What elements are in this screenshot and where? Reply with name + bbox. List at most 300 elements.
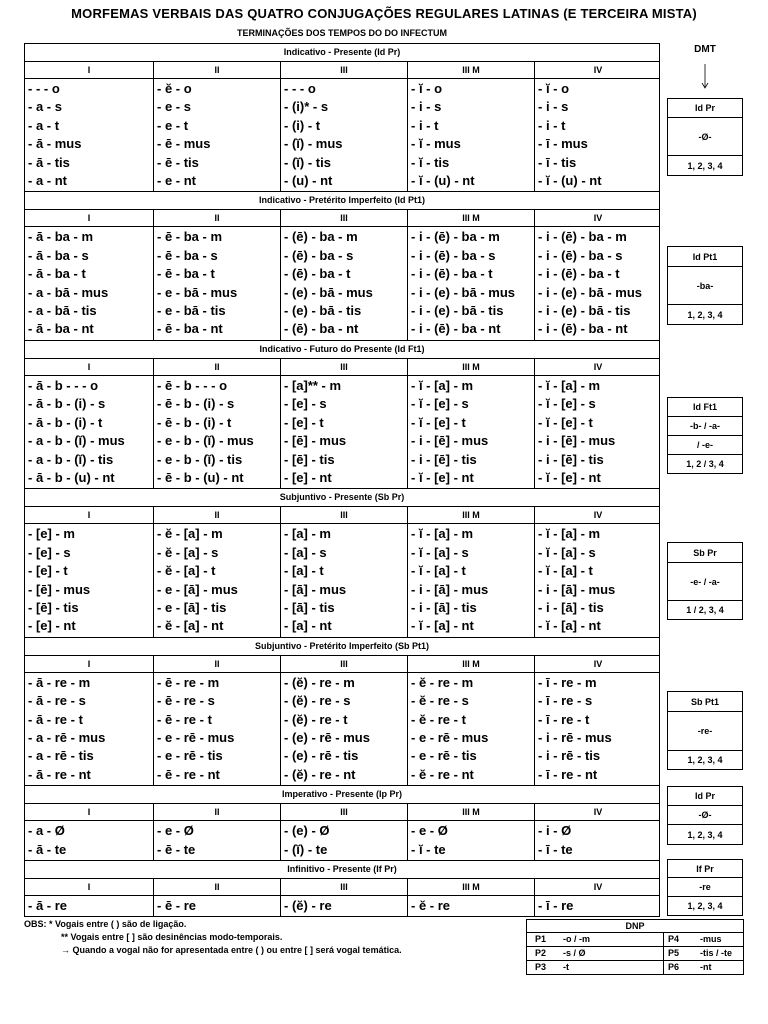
- ending-cell: - i - [ā] - tis: [411, 599, 477, 615]
- column-header-row: [25, 656, 659, 673]
- ending-cell: - i - [ē] - mus: [538, 433, 616, 449]
- column-header: IV: [534, 210, 661, 226]
- dnp-ending: -o / -m: [563, 934, 590, 944]
- column-header: IV: [534, 359, 661, 375]
- dnp-person: P1: [535, 934, 547, 944]
- section-title: Subjuntivo - Pretérito Imperfeito (Sb Pt1): [25, 638, 659, 656]
- ending-cell: - ĕ - [a] - m: [157, 526, 223, 542]
- ending-cell: - ē - b - (u) - nt: [157, 469, 244, 485]
- tense-section: [24, 43, 660, 192]
- column-header: II: [153, 804, 280, 820]
- note-line: OBS: * Vogais entre ( ) são de ligação.: [24, 919, 187, 929]
- dmt-box-row: 1, 2 / 3, 4: [668, 454, 742, 473]
- note-line: → Quando a vogal não for apresentada entre ( ) ou entre [ ] será vogal temática.: [61, 945, 402, 955]
- dnp-ending: -tis / -te: [700, 948, 733, 958]
- ending-cell: - ī - re - t: [538, 711, 590, 727]
- ending-cell: - ĭ - (u) - nt: [411, 173, 475, 189]
- conjugation-column: [25, 821, 153, 860]
- tense-section: [24, 192, 660, 340]
- section-title: Indicativo - Pretérito Imperfeito (Id Pt1): [25, 192, 659, 210]
- conjugation-column: [407, 227, 534, 339]
- ending-cell: - i - t: [538, 117, 566, 133]
- column-header-row: [25, 507, 659, 524]
- ending-cell: - a - bā - mus: [28, 284, 109, 300]
- dmt-box-row: -e- / -a-: [668, 562, 742, 600]
- ending-cell: - [ā] - mus: [284, 581, 347, 597]
- ending-cell: - ā - re - nt: [28, 766, 91, 782]
- conjugation-column: [25, 673, 153, 785]
- dnp-row: [527, 947, 743, 961]
- column-header-row: [25, 62, 659, 79]
- ending-cell: - (ĕ) - re - s: [284, 693, 351, 709]
- ending-cell: - (ĭ) - te: [284, 841, 328, 857]
- ending-cell: - ĕ - o: [157, 81, 192, 96]
- section-body: [25, 896, 659, 916]
- ending-cell: - ā - b - (i) - s: [28, 396, 106, 412]
- ending-cell: - ĭ - [a] - t: [411, 563, 466, 579]
- ending-cell: - ĭ - [a] - nt: [411, 618, 474, 634]
- ending-cell: - [a]** - m: [284, 377, 342, 393]
- conjugation-column: [407, 524, 534, 636]
- page-title: MORFEMAS VERBAIS DAS QUATRO CONJUGAÇÕES REGULARES LATINAS (E TERCEIRA MISTA): [71, 6, 697, 21]
- ending-cell: - ē - b - (i) - s: [157, 396, 235, 412]
- ending-cell: - [e] - m: [28, 526, 75, 542]
- ending-cell: - [ē] - tis: [284, 451, 335, 467]
- ending-cell: - ē - re - nt: [157, 766, 220, 782]
- dmt-box: [667, 786, 743, 845]
- ending-cell: - ē - te: [157, 841, 196, 857]
- ending-cell: - ē - ba - t: [157, 266, 215, 282]
- ending-cell: - e - rē - mus: [411, 729, 489, 745]
- conjugation-column: [25, 227, 153, 339]
- dmt-box-row: -b- / -a-: [668, 416, 742, 435]
- ending-cell: - a - bā - tis: [28, 303, 97, 319]
- dnp-row: [527, 961, 743, 974]
- dmt-box-row: -re: [668, 877, 742, 896]
- ending-cell: - i - [ē] - tis: [411, 451, 477, 467]
- ending-cell: - ĭ - mus: [411, 136, 461, 152]
- dnp-ending: -nt: [700, 962, 712, 972]
- conjugation-column: [280, 821, 407, 860]
- ending-cell: - ē - b - (i) - t: [157, 414, 232, 430]
- dnp-ending: -t: [563, 962, 569, 972]
- ending-cell: - i - rē - mus: [538, 729, 612, 745]
- ending-cell: - i - (ē) - ba - s: [411, 247, 496, 263]
- column-header: III: [280, 656, 407, 672]
- conjugation-column: [280, 227, 407, 339]
- column-header: III M: [407, 210, 534, 226]
- ending-cell: - e - bā - tis: [157, 303, 226, 319]
- section-body: [25, 227, 659, 339]
- ending-cell: - - - o: [28, 81, 60, 96]
- ending-cell: - ĕ - re - m: [411, 674, 474, 690]
- ending-cell: - ē - ba - s: [157, 247, 218, 263]
- column-header: II: [153, 210, 280, 226]
- ending-cell: - [a] - m: [284, 526, 331, 542]
- ending-cell: - ā - te: [28, 841, 67, 857]
- ending-cell: - i - (e) - bā - tis: [538, 303, 631, 319]
- dmt-box-row: Id Pr: [694, 103, 715, 113]
- ending-cell: - (ĕ) - re - m: [284, 674, 355, 690]
- column-header: I: [87, 510, 91, 521]
- dmt-box-row: Id Pr: [694, 791, 715, 801]
- dnp-ending: -mus: [700, 934, 722, 944]
- ending-cell: - ĭ - [a] - nt: [538, 618, 601, 634]
- ending-cell: - a - s: [28, 99, 62, 115]
- ending-cell: - e - bā - mus: [157, 284, 238, 300]
- column-header: III: [280, 507, 407, 523]
- dmt-box-row: Id Pt1: [692, 251, 718, 262]
- tense-section: [24, 786, 660, 861]
- ending-cell: - ī - te: [538, 841, 573, 857]
- ending-cell: - ĭ - te: [411, 841, 446, 857]
- conjugation-column: [280, 376, 407, 488]
- ending-cell: - i - Ø: [538, 823, 572, 839]
- dmt-box-row: -Ø-: [668, 117, 742, 155]
- ending-cell: - ĭ - [e] - s: [538, 396, 596, 412]
- ending-cell: - (ĕ) - re - t: [284, 711, 348, 727]
- section-title: Infinitivo - Presente (If Pr): [25, 861, 659, 879]
- dnp-title: DNP: [527, 920, 743, 933]
- conjugation-column: [534, 524, 661, 636]
- ending-cell: - (ē) - ba - nt: [284, 321, 359, 337]
- tense-section: [24, 861, 660, 917]
- conjugation-column: [534, 896, 661, 916]
- dnp-person: P4: [668, 934, 680, 944]
- ending-cell: - i - [ā] - mus: [411, 581, 489, 597]
- ending-cell: - ē - re - t: [157, 711, 212, 727]
- ending-cell: - i - [ā] - tis: [538, 599, 604, 615]
- ending-cell: - ī - mus: [538, 136, 588, 152]
- ending-cell: - (ē) - ba - m: [284, 229, 358, 245]
- ending-cell: - ē - tis: [157, 154, 199, 170]
- ending-cell: - [e] - s: [284, 396, 327, 412]
- ending-cell: - (e) - rē - tis: [284, 748, 359, 764]
- ending-cell: - ī - re - m: [538, 674, 597, 690]
- ending-cell: - ĭ - o: [538, 81, 570, 96]
- dmt-box: [667, 859, 743, 916]
- ending-cell: - ĕ - [a] - s: [157, 544, 219, 560]
- ending-cell: - i - (ē) - ba - m: [538, 229, 627, 245]
- ending-cell: - ĕ - re - s: [411, 693, 469, 709]
- ending-cell: - ĭ - o: [411, 81, 443, 96]
- dmt-box-row: 1 / 2, 3, 4: [668, 600, 742, 619]
- column-header: III M: [407, 656, 534, 672]
- conjugation-column: [280, 79, 407, 191]
- dmt-box-row: 1, 2, 3, 4: [668, 896, 742, 915]
- ending-cell: - ĭ - [e] - t: [538, 414, 593, 430]
- ending-cell: - ĕ - [a] - t: [157, 563, 216, 579]
- ending-cell: - (e) - bā - tis: [284, 303, 362, 319]
- ending-cell: - (e) - rē - mus: [284, 729, 370, 745]
- conjugation-column: [25, 896, 153, 916]
- column-header-row: [25, 210, 659, 227]
- ending-cell: - (ē) - ba - t: [284, 266, 351, 282]
- dmt-box: [667, 246, 743, 325]
- dnp-ending: -s / Ø: [563, 948, 586, 958]
- ending-cell: - ī - tis: [538, 154, 577, 170]
- column-header: III M: [407, 804, 534, 820]
- ending-cell: - ĭ - [a] - m: [411, 526, 474, 542]
- dmt-label: DMT: [694, 44, 716, 55]
- column-header: I: [87, 807, 91, 818]
- dmt-box-row: -re-: [668, 711, 742, 750]
- column-header: II: [153, 656, 280, 672]
- ending-cell: - e - Ø: [157, 823, 194, 839]
- dnp-person: P5: [668, 948, 680, 958]
- dmt-box-row: Sb Pr: [693, 547, 717, 558]
- ending-cell: - i - [ā] - mus: [538, 581, 616, 597]
- ending-cell: - ā - b - (i) - t: [28, 414, 103, 430]
- ending-cell: - i - [ē] - mus: [411, 433, 489, 449]
- ending-cell: - (e) - bā - mus: [284, 284, 373, 300]
- ending-cell: - ĭ - (u) - nt: [538, 173, 602, 189]
- ending-cell: - ā - ba - t: [28, 266, 86, 282]
- ending-cell: - [ē] - mus: [284, 433, 347, 449]
- column-header: I: [87, 213, 91, 224]
- section-title: Imperativo - Presente (Ip Pr): [25, 786, 659, 804]
- notes: [24, 918, 524, 957]
- dmt-box-row: Sb Pt1: [690, 696, 719, 707]
- column-header: III M: [407, 879, 534, 895]
- ending-cell: - ī - re: [538, 898, 574, 913]
- ending-cell: - - - o: [284, 81, 316, 96]
- ending-cell: - ĭ - [a] - m: [411, 377, 474, 393]
- column-header: II: [153, 359, 280, 375]
- ending-cell: - ĭ - [e] - nt: [411, 469, 474, 485]
- section-title: Indicativo - Futuro do Presente (Id Ft1): [25, 341, 659, 359]
- column-header: IV: [534, 507, 661, 523]
- ending-cell: - [e] - t: [28, 563, 68, 579]
- ending-cell: - ā - re: [28, 898, 68, 913]
- ending-cell: - [ā] - tis: [284, 599, 335, 615]
- column-header: IV: [534, 62, 661, 78]
- ending-cell: - ĭ - [a] - m: [538, 377, 601, 393]
- section-body: [25, 673, 659, 785]
- ending-cell: - e - nt: [157, 173, 196, 189]
- ending-cell: - ā - ba - nt: [28, 321, 94, 337]
- ending-cell: - [a] - s: [284, 544, 327, 560]
- dmt-box-row: 1, 2, 3, 4: [668, 750, 742, 769]
- conjugation-column: [153, 896, 280, 916]
- ending-cell: - (ĕ) - re: [284, 898, 332, 913]
- tense-section: [24, 341, 660, 489]
- ending-cell: - e - t: [157, 117, 189, 133]
- conjugation-column: [153, 376, 280, 488]
- column-header: III: [280, 804, 407, 820]
- ending-cell: - (ē) - ba - s: [284, 247, 354, 263]
- ending-cell: - e - rē - tis: [411, 748, 477, 764]
- ending-cell: - [a] - t: [284, 563, 324, 579]
- ending-cell: - i - (ē) - ba - nt: [538, 321, 628, 337]
- ending-cell: - i - t: [411, 117, 439, 133]
- dmt-box-row: -Ø-: [668, 805, 742, 824]
- ending-cell: - e - rē - mus: [157, 729, 235, 745]
- column-header: IV: [534, 879, 661, 895]
- ending-cell: - e - Ø: [411, 823, 448, 839]
- conjugation-column: [153, 821, 280, 860]
- ending-cell: - (ĭ) - tis: [284, 154, 331, 170]
- conjugation-column: [280, 524, 407, 636]
- ending-cell: - e - b - (ĭ) - tis: [157, 451, 243, 467]
- ending-cell: - a - rē - mus: [28, 729, 106, 745]
- conjugation-column: [280, 673, 407, 785]
- ending-cell: - i - s: [538, 99, 569, 115]
- ending-cell: - ĕ - [a] - nt: [157, 618, 224, 634]
- ending-cell: - [e] - nt: [284, 469, 332, 485]
- dmt-box-row: 1, 2, 3, 4: [668, 304, 742, 324]
- ending-cell: - ā - ba - s: [28, 247, 89, 263]
- column-header: III: [280, 359, 407, 375]
- ending-cell: - e - s: [157, 99, 191, 115]
- conjugation-column: [25, 524, 153, 636]
- ending-cell: - i - (ē) - ba - nt: [411, 321, 501, 337]
- ending-cell: - i - (ē) - ba - t: [538, 266, 620, 282]
- ending-cell: - ā - b - (u) - nt: [28, 469, 115, 485]
- column-header-row: [25, 359, 659, 376]
- column-header: II: [153, 62, 280, 78]
- conjugation-column: [407, 896, 534, 916]
- ending-cell: - a - rē - tis: [28, 748, 94, 764]
- dmt-box-row: 1, 2, 3, 4: [668, 155, 742, 175]
- conjugation-column: [153, 79, 280, 191]
- ending-cell: - [e] - nt: [28, 618, 76, 634]
- section-title: Indicativo - Presente (Id Pr): [25, 44, 659, 62]
- conjugation-column: [153, 227, 280, 339]
- ending-cell: - a - b - (ĭ) - tis: [28, 451, 114, 467]
- column-header: III M: [407, 62, 534, 78]
- ending-cell: - ē - b - - - o: [157, 377, 228, 393]
- column-header: III M: [407, 507, 534, 523]
- conjugation-column: [407, 673, 534, 785]
- ending-cell: - ĭ - [a] - m: [538, 526, 601, 542]
- conjugation-column: [153, 524, 280, 636]
- ending-cell: - ĕ - re: [411, 898, 451, 913]
- dnp-person: P6: [668, 962, 680, 972]
- ending-cell: - ā - ba - m: [28, 229, 94, 245]
- ending-cell: - i - [ē] - tis: [538, 451, 604, 467]
- conjugation-column: [407, 376, 534, 488]
- ending-cell: - a - Ø: [28, 823, 65, 839]
- conjugation-column: [534, 821, 661, 860]
- note-line: ** Vogais entre [ ] são desinências modo-temporais.: [61, 932, 283, 942]
- ending-cell: - ē - re - m: [157, 674, 220, 690]
- ending-cell: - e - rē - tis: [157, 748, 223, 764]
- ending-cell: - ĭ - tis: [411, 154, 450, 170]
- ending-cell: - i - (e) - bā - tis: [411, 303, 504, 319]
- ending-cell: - ĭ - [a] - t: [538, 563, 593, 579]
- ending-cell: - e - [ā] - mus: [157, 581, 238, 597]
- column-header: I: [87, 882, 91, 892]
- dmt-box: [667, 542, 743, 620]
- ending-cell: - (u) - nt: [284, 173, 333, 189]
- ending-cell: - i - (ē) - ba - t: [411, 266, 493, 282]
- column-header: I: [87, 361, 91, 372]
- column-header: II: [153, 507, 280, 523]
- column-header: II: [153, 879, 280, 895]
- conjugation-table: [24, 43, 660, 917]
- ending-cell: - [e] - t: [284, 414, 324, 430]
- conjugation-column: [25, 376, 153, 488]
- dmt-box-row: 1, 2, 3, 4: [668, 824, 742, 844]
- dmt-box: [667, 98, 743, 176]
- dnp-row: [527, 933, 743, 947]
- ending-cell: - (i)* - s: [284, 99, 329, 115]
- column-header: I: [87, 65, 91, 75]
- ending-cell: - (i) - t: [284, 117, 321, 133]
- ending-cell: - ĭ - [e] - s: [411, 396, 469, 412]
- ending-cell: - e - b - (ĭ) - mus: [157, 433, 254, 449]
- ending-cell: - ā - re - m: [28, 674, 91, 690]
- ending-cell: - ĭ - [e] - t: [411, 414, 466, 430]
- ending-cell: - (ĭ) - mus: [284, 136, 343, 152]
- ending-cell: - e - [ā] - tis: [157, 599, 227, 615]
- ending-cell: - ī - re - nt: [538, 766, 598, 782]
- column-header: III: [280, 62, 407, 78]
- column-header: III M: [407, 359, 534, 375]
- column-header-row: [25, 879, 659, 896]
- section-title: Subjuntivo - Presente (Sb Pr): [25, 489, 659, 507]
- ending-cell: - i - s: [411, 99, 442, 115]
- ending-cell: - i - (e) - bā - mus: [411, 284, 515, 300]
- conjugation-column: [407, 79, 534, 191]
- ending-cell: - i - rē - tis: [538, 748, 601, 764]
- down-arrow-icon: [700, 64, 710, 90]
- dmt-box-row: / -e-: [668, 435, 742, 454]
- ending-cell: - ē - re: [157, 898, 197, 913]
- ending-cell: - a - t: [28, 117, 60, 133]
- ending-cell: - ē - ba - nt: [157, 321, 223, 337]
- conjugation-column: [153, 673, 280, 785]
- dmt-box: [667, 397, 743, 474]
- conjugation-column: [534, 673, 661, 785]
- dnp-table: [526, 919, 744, 975]
- column-header: III: [280, 210, 407, 226]
- column-header: III: [280, 879, 407, 895]
- conjugation-column: [534, 376, 661, 488]
- ending-cell: - ē - mus: [157, 136, 211, 152]
- section-body: [25, 376, 659, 488]
- ending-cell: - ĕ - re - nt: [411, 766, 474, 782]
- ending-cell: - ĭ - [a] - s: [411, 544, 469, 560]
- column-header: I: [87, 658, 91, 669]
- ending-cell: - ā - re - s: [28, 693, 86, 709]
- conjugation-column: [534, 79, 661, 191]
- ending-cell: - [ē] - mus: [28, 581, 91, 597]
- dnp-person: P3: [535, 962, 547, 972]
- conjugation-column: [25, 79, 153, 191]
- ending-cell: - ĭ - [a] - s: [538, 544, 596, 560]
- ending-cell: - i - (e) - bā - mus: [538, 284, 642, 300]
- dnp-person: P2: [535, 948, 547, 958]
- conjugation-column: [407, 821, 534, 860]
- tense-section: [24, 638, 660, 786]
- ending-cell: - ē - re - s: [157, 693, 215, 709]
- ending-cell: - a - b - (ĭ) - mus: [28, 433, 125, 449]
- tense-section: [24, 489, 660, 637]
- dmt-box-row: Id Ft1: [693, 402, 717, 412]
- ending-cell: - ĭ - [e] - nt: [538, 469, 601, 485]
- ending-cell: - a - nt: [28, 173, 67, 189]
- column-header: IV: [534, 804, 661, 820]
- ending-cell: - (ĕ) - re - nt: [284, 766, 356, 782]
- ending-cell: - ī - re - s: [538, 693, 593, 709]
- ending-cell: - ā - re - t: [28, 711, 83, 727]
- ending-cell: - ā - tis: [28, 154, 70, 170]
- ending-cell: - ā - mus: [28, 136, 82, 152]
- section-body: [25, 524, 659, 636]
- column-header-row: [25, 804, 659, 821]
